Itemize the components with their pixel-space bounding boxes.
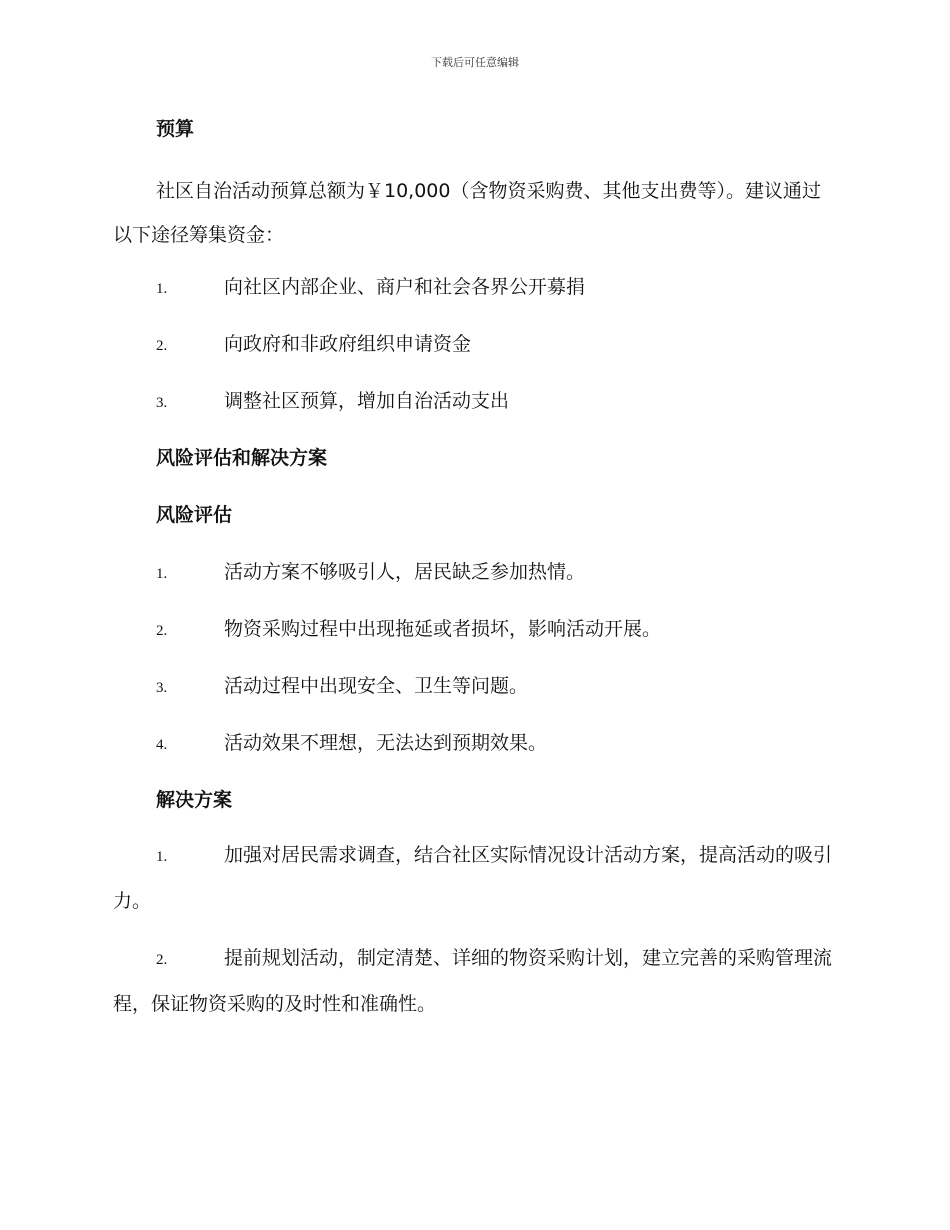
- list-number: 3.: [156, 395, 168, 411]
- list-text: 活动效果不理想，无法达到预期效果。: [224, 732, 548, 754]
- list-number: 1.: [156, 849, 168, 865]
- list-item: [113, 669, 835, 703]
- document-body: [113, 112, 835, 1026]
- list-number: 1.: [156, 566, 168, 582]
- list-item: [113, 384, 835, 418]
- list-item: [113, 327, 835, 361]
- list-item-wrapped: [113, 936, 835, 1026]
- list-number: 2.: [156, 338, 168, 354]
- list-text: 加强对居民需求调查，结合社区实际情况设计活动方案，提高活动的吸引力。: [113, 844, 833, 912]
- list-number: 4.: [156, 737, 168, 753]
- list-text: 活动过程中出现安全、卫生等问题。: [224, 675, 529, 697]
- list-text: 活动方案不够吸引人，居民缺乏参加热情。: [224, 561, 586, 583]
- list-item: [113, 270, 835, 304]
- list-text: 物资采购过程中出现拖延或者损坏，影响活动开展。: [224, 618, 662, 640]
- budget-paragraph: 社区自治活动预算总额为￥10,000（含物资采购费、其他支出费等）。建议通过以下途径筹集资金：: [113, 180, 821, 246]
- risk-solution-heading: 风险评估和解决方案: [156, 447, 328, 469]
- list-text: 向政府和非政府组织申请资金: [224, 333, 472, 355]
- list-text: 向社区内部企业、商户和社会各界公开募捐: [224, 276, 586, 298]
- list-text: 提前规划活动，制定清楚、详细的物资采购计划，建立完善的采购管理流程，保证物资采购的及时性和准确性。: [113, 947, 833, 1015]
- list-item: [113, 612, 835, 646]
- list-number: 3.: [156, 680, 168, 696]
- list-number: 2.: [156, 952, 168, 968]
- risk-assessment-heading: 风险评估: [156, 504, 233, 526]
- list-item-wrapped: [113, 833, 835, 923]
- solution-heading: 解决方案: [156, 789, 233, 811]
- list-number: 1.: [156, 281, 168, 297]
- list-item: [113, 555, 835, 589]
- list-item: [113, 726, 835, 760]
- budget-heading: 预算: [156, 118, 195, 140]
- page-header-note: 下载后可任意编辑: [431, 56, 519, 69]
- list-number: 2.: [156, 623, 168, 639]
- list-text: 调整社区预算，增加自治活动支出: [224, 390, 510, 412]
